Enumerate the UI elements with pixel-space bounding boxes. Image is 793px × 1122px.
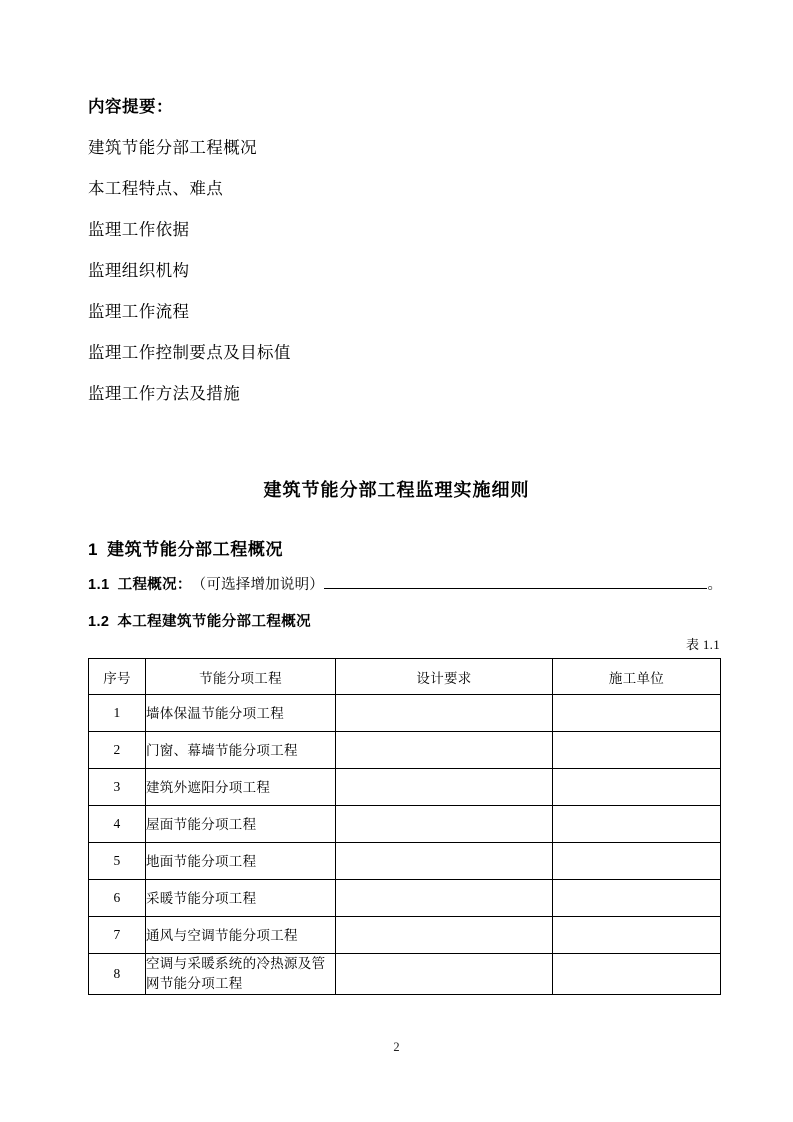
table-header-cell: 节能分项工程 <box>146 659 336 695</box>
cell-sequence: 2 <box>89 732 146 769</box>
cell-sequence: 5 <box>89 843 146 880</box>
table-header-cell: 施工单位 <box>553 659 721 695</box>
cell-construction-unit[interactable] <box>553 843 721 880</box>
cell-sequence: 3 <box>89 769 146 806</box>
subsection-label: 本工程建筑节能分部工程概况 <box>117 614 312 630</box>
cell-construction-unit[interactable] <box>553 954 721 995</box>
table-row <box>89 917 721 954</box>
summary-item: 监理组织机构 <box>88 261 190 280</box>
section-heading-text: 建筑节能分部工程概况 <box>107 540 284 559</box>
summary-item: 监理工作控制要点及目标值 <box>88 343 291 362</box>
cell-design-requirement[interactable] <box>336 917 553 954</box>
summary-item: 建筑节能分部工程概况 <box>88 138 257 157</box>
table-row <box>89 806 721 843</box>
cell-sequence: 7 <box>89 917 146 954</box>
subsection-number: 1.1 <box>88 577 110 593</box>
table-row <box>89 695 721 732</box>
subsection-label: 工程概况： <box>117 577 192 593</box>
trailing-period: 。 <box>707 577 722 593</box>
cell-sequence: 1 <box>89 695 146 732</box>
summary-item: 监理工作方法及措施 <box>88 384 241 403</box>
table-row <box>89 732 721 769</box>
summary-section <box>88 96 722 424</box>
cell-sequence: 6 <box>89 880 146 917</box>
table-caption: 表 1.1 <box>686 637 720 652</box>
cell-construction-unit[interactable] <box>553 917 721 954</box>
table-row <box>89 954 721 995</box>
cell-subitem-name: 采暖节能分项工程 <box>146 880 336 917</box>
fill-in-blank-line[interactable] <box>324 575 707 589</box>
cell-construction-unit[interactable] <box>553 732 721 769</box>
subsection-number: 1.2 <box>88 614 110 630</box>
cell-sequence: 8 <box>89 954 146 995</box>
table-row <box>89 880 721 917</box>
cell-construction-unit[interactable] <box>553 695 721 732</box>
cell-design-requirement[interactable] <box>336 732 553 769</box>
cell-subitem-name: 墙体保温节能分项工程 <box>146 695 336 732</box>
cell-subitem-name: 空调与采暖系统的冷热源及管网节能分项工程 <box>146 954 336 995</box>
cell-design-requirement[interactable] <box>336 843 553 880</box>
page-number: 2 <box>393 1040 400 1054</box>
cell-subitem-name: 门窗、幕墙节能分项工程 <box>146 732 336 769</box>
cell-subitem-name: 通风与空调节能分项工程 <box>146 917 336 954</box>
cell-subitem-name: 地面节能分项工程 <box>146 843 336 880</box>
table-header-cell: 序号 <box>89 659 146 695</box>
cell-sequence: 4 <box>89 806 146 843</box>
summary-item: 监理工作依据 <box>88 220 190 239</box>
cell-design-requirement[interactable] <box>336 806 553 843</box>
cell-design-requirement[interactable] <box>336 769 553 806</box>
table-header-cell: 设计要求 <box>336 659 553 695</box>
cell-construction-unit[interactable] <box>553 806 721 843</box>
table-header-row <box>89 659 721 695</box>
summary-item: 本工程特点、难点 <box>88 179 224 198</box>
cell-design-requirement[interactable] <box>336 695 553 732</box>
cell-design-requirement[interactable] <box>336 954 553 995</box>
energy-saving-subitems-table <box>88 658 721 995</box>
cell-construction-unit[interactable] <box>553 769 721 806</box>
cell-design-requirement[interactable] <box>336 880 553 917</box>
subsection-1-2 <box>88 610 311 631</box>
table-row <box>89 843 721 880</box>
cell-construction-unit[interactable] <box>553 880 721 917</box>
document-title: 建筑节能分部工程监理实施细则 <box>263 480 530 500</box>
subsection-note: （可选择增加说明） <box>191 577 324 593</box>
section-heading-1 <box>88 535 283 560</box>
cell-subitem-name: 屋面节能分项工程 <box>146 806 336 843</box>
subsection-1-1 <box>88 575 722 595</box>
summary-item: 监理工作流程 <box>88 302 190 321</box>
summary-heading: 内容提要： <box>88 98 173 116</box>
section-number: 1 <box>88 540 99 559</box>
cell-subitem-name: 建筑外遮阳分项工程 <box>146 769 336 806</box>
table-row <box>89 769 721 806</box>
